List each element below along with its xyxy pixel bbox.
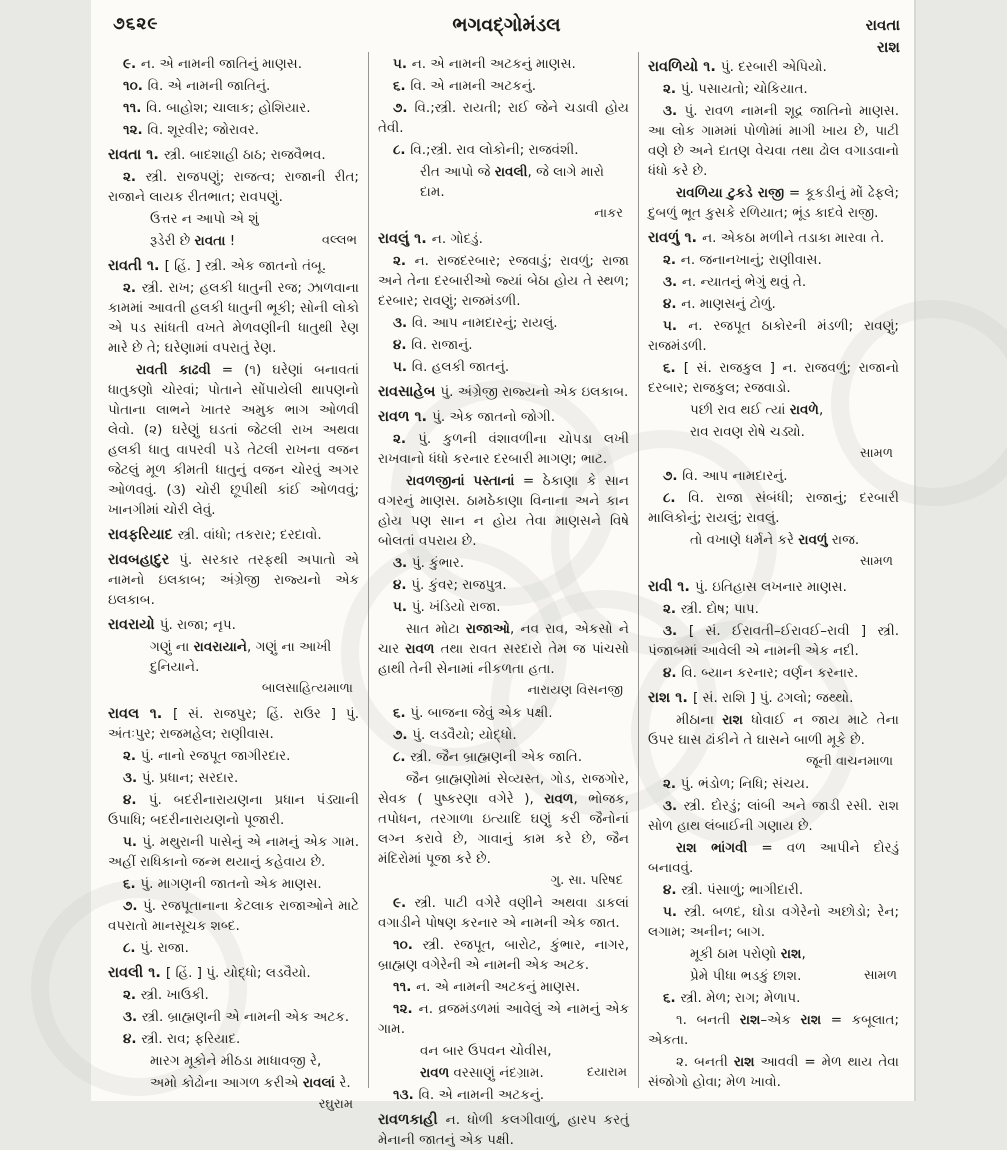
- definition-text: પું. ખંડિયો રાજા.: [411, 599, 501, 615]
- sense-number: ૮.: [393, 749, 411, 765]
- definition-text: ન. એ નામની જાતિનું માણસ.: [140, 56, 302, 72]
- sense-definition: [378, 935, 629, 975]
- sense-number: ૧૧.: [123, 100, 147, 116]
- dictionary-entry: [378, 1110, 629, 1150]
- dictionary-entry: [378, 407, 629, 427]
- headword: રાશ ૧.: [648, 690, 693, 706]
- sense-definition: [108, 985, 359, 1005]
- definition-text: પું. લડવૈયો; યોદ્ધો.: [412, 727, 517, 743]
- sense-definition: [378, 76, 629, 96]
- sense-definition: [108, 768, 359, 788]
- definition-text: પું. કુંભાર.: [411, 555, 465, 571]
- definition-text: ગણું ના રાવરાયાને, ગણું ના આખી દુનિયાને.: [150, 639, 332, 675]
- quote-attribution: વલ્લભ: [321, 233, 357, 248]
- idiom-or-citation: [378, 619, 629, 679]
- definition-text: પછી રાવ થઈ ત્યાં રાવળે,: [690, 402, 824, 418]
- column-1: [99, 52, 368, 1112]
- dictionary-entry: [108, 615, 359, 635]
- verse-quote: [690, 400, 897, 420]
- definition-text: પું. રાવળ નામની શૂદ્ર જાતિનો માણસ. આ લોક ગામમાં પોળોમાં માગી ખાય છે, પાટી વણે છે અને દાતણ વેચવા તથા ઢોલ વગાડવાનો ધંધો કરે છે.: [648, 103, 899, 179]
- sense-definition: [648, 796, 899, 836]
- definition-text: સ્ત્રી. જૈન બ્રાહ્મણની એક જાતિ.: [410, 749, 583, 765]
- definition-text: ન. રજપૂત ઠાકોરની મંડળી; રાવણું; રાજમંડળી.: [648, 318, 899, 354]
- definition-text: રાવળજીનાં પસ્તાનાં = ઠેકાણા કે સાન વગરનું માણસ. ઠામઠેકાણા વિનાના અને કાન હોય પણ સાન ન હોય તેવા માણસને વિષે બોલતાં વપરાય છે.: [378, 473, 629, 549]
- dictionary-entry: [108, 145, 359, 165]
- dictionary-entry: [648, 228, 899, 248]
- verse-quote: [420, 162, 627, 202]
- dictionary-entry: [108, 525, 359, 545]
- quote-attribution: જૂની વાચનમાળા: [806, 754, 893, 769]
- definition-text: [ સં. રાજપુર; હિં. રાઉર ] પું. અંતઃપુર; રાજમહેલ; રાણીવાસ.: [108, 706, 359, 742]
- headword: રાવબહાદુર: [108, 552, 180, 568]
- quote-attribution: સામળ: [859, 446, 893, 461]
- definition-text: પું. માગણની જાતનો એક માણસ.: [140, 876, 322, 892]
- definition-text: પ્રેમે પીધા ભડકું છાશ.: [690, 968, 802, 984]
- verse-quote: [690, 966, 897, 986]
- sense-definition: [108, 938, 359, 958]
- verse-quote: [150, 637, 357, 677]
- sense-number: ૬.: [393, 78, 411, 94]
- verse-quote: [150, 1051, 357, 1071]
- sense-number: ૧૩.: [393, 1087, 419, 1103]
- sense-number: ૨.: [393, 253, 415, 269]
- sense-number: ૧૦.: [123, 78, 148, 94]
- sense-definition: [648, 663, 899, 683]
- definition-text: ન. એ નામની અટકનું માણસ.: [411, 56, 576, 72]
- definition-text: રાવ રાવણ રોષે ચડ્યો.: [690, 424, 805, 440]
- quote-attribution: ગુ. સા. પરિષદ: [550, 873, 623, 888]
- sense-number: ૮.: [393, 142, 411, 158]
- definition-text: રૂડેરી છે રાવતા !: [150, 233, 236, 249]
- sense-definition: [648, 902, 899, 942]
- definition-text: રાશ ભાંગવી = વળ આપીને દોરડું બનાવવું.: [648, 840, 899, 876]
- dictionary-entry: [648, 577, 899, 597]
- definition-text: રાવળ વરસાણું નંદગ્રામ.: [420, 1065, 544, 1081]
- definition-text: પું. રાજા; નૃપ.: [159, 617, 236, 633]
- headword: રાવતા ૧.: [108, 147, 164, 163]
- sense-number: ૨.: [663, 81, 681, 97]
- sense-definition: [378, 313, 629, 333]
- sense-number: ૩.: [393, 555, 412, 571]
- sense-definition: [108, 98, 359, 118]
- sense-number: ૬.: [123, 876, 141, 892]
- definition-text: રાવળિયા ટુકડે રાજી = કૂકડીનું મોં ઢેફલે; દુબળું ભૂત કુસકે રળિયાત; ભૂંડ કાદવે રાજી.: [648, 185, 899, 221]
- sense-definition: [108, 874, 359, 894]
- headword: રાવતી ૧.: [108, 258, 165, 274]
- headword: રાવલું ૧.: [378, 231, 432, 247]
- sense-definition: [648, 316, 899, 356]
- sense-number: ૩.: [663, 798, 684, 814]
- definition-text: સ્ત્રી. દોષ; પાપ.: [680, 601, 759, 617]
- sense-definition: [378, 1085, 629, 1105]
- definition-text: પું. કુળની વંશાવળીના ચોપડા લખી રાખવાનો ધંધો કરનાર દરબારી માગણ; ભાટ.: [378, 431, 629, 467]
- sense-definition: [648, 294, 899, 314]
- headword: રાવી ૧.: [648, 579, 695, 595]
- headword: રાવલ ૧.: [108, 706, 173, 722]
- definition-text: સ્ત્રી. રજપૂત, બારોટ, કુંભાર, નાગર, બ્રાહ્મણ વગેરેની એ નામની એક અટક.: [378, 937, 629, 973]
- dictionary-entry: [648, 688, 899, 708]
- verse-quote: [150, 1073, 357, 1093]
- sense-number: ૧૨.: [393, 1001, 419, 1017]
- sense-number: ૨.: [123, 987, 141, 1003]
- verse-quote: [420, 1063, 627, 1083]
- sense-definition: [108, 120, 359, 140]
- dictionary-entry: [108, 963, 359, 983]
- sense-number: ૯.: [123, 56, 141, 72]
- sense-number: ૩.: [123, 1009, 142, 1025]
- definition-text: ન. ધોળી કલગીવાળું, હારપ કરતું મેનાની જાતનું એક પક્ષી.: [378, 1112, 629, 1148]
- sense-number: ૭.: [123, 898, 143, 914]
- sense-definition: [378, 703, 629, 723]
- definition-text: [ સં. રાજકુલ ] ન. રાજવળું; રાજાનો દરબાર; રાજકુલ; રજવાડો.: [648, 360, 900, 396]
- sense-definition: [648, 488, 899, 528]
- definition-text: પું. એક જાતનો જોગી.: [432, 409, 556, 425]
- sense-number: ૫.: [123, 834, 143, 850]
- sense-number: ૧૧.: [393, 979, 417, 995]
- sense-number: ૭.: [393, 727, 413, 743]
- dictionary-columns: [91, 48, 914, 1148]
- definition-text: પું. બદરીનારાયણના પ્રધાન પંડ્યાની ઉપાધિ; બદરીનારાયણનો પૂજારી.: [108, 792, 359, 828]
- idiom-or-citation: [108, 360, 359, 520]
- idiom-or-citation: [648, 710, 899, 750]
- sense-number: ૯.: [393, 895, 415, 911]
- definition-text: ન. ગોદડું.: [431, 231, 483, 247]
- sense-definition: [648, 250, 899, 270]
- sense-definition: [648, 880, 899, 900]
- sense-definition: [378, 747, 629, 767]
- definition-text: જૈન બ્રાહ્મણોમાં સેવ્યસ્ત, ગોડ, રાજગોર, સેવક ( પુષ્કરણા વગેરે ), રાવળ, ભોજક, તપોધન, તરગાળા ઇત્યાદિ ઘણું કરી જૈનોનાં લગ્ન કરાવે છે, ગાવાનું કામ કરે છે, જૈન મંદિરોમાં પૂજા કરે છે.: [378, 771, 629, 867]
- headword: રાવળિયો ૧.: [648, 59, 721, 75]
- page-number: ૭૬૨૯: [113, 14, 159, 34]
- definition-text: વિ.;સ્ત્રી. રાયતી; રાઈ જેને ચડાવી હોય તેવી.: [378, 100, 629, 136]
- definition-text: ન. માણસનું ટોળું.: [681, 296, 776, 312]
- sense-number: ૭.: [393, 100, 415, 116]
- definition-text: સ્ત્રી. બાદશાહી ઠાઠ; રાજવૈભવ.: [163, 147, 326, 163]
- definition-text: મારગ મૂકોને મીઠડા માધાવજી રે,: [150, 1053, 322, 1069]
- sense-number: ૩.: [663, 274, 682, 290]
- definition-text: ન. એકઠા મળીને તડાકા મારવા તે.: [702, 230, 885, 246]
- sense-definition: [378, 335, 629, 355]
- definition-text: વિ. એ નામની અટકનું.: [418, 1087, 545, 1103]
- definition-text: મૂકી ઠામ પરોણો રાશ,: [690, 946, 806, 962]
- sense-number: ૫.: [663, 904, 685, 920]
- sense-number: ૩.: [663, 623, 689, 639]
- dictionary-entry: [108, 704, 359, 744]
- idiom-or-citation: [648, 183, 899, 223]
- sense-number: ૧૨.: [123, 122, 148, 138]
- definition-text: વિ. શૂરવીર; જોરાવર.: [147, 122, 260, 138]
- sense-number: ૮.: [123, 940, 141, 956]
- definition-text: પું. મથુરાની પાસેનું એ નામનું એક ગામ. અહીં રાધિકાનો જન્મ થયાનું કહેવાય છે.: [108, 834, 359, 870]
- definition-text: પું. રજપૂતાનાના કેટલાક રાજાઓને માટે વપરાતો માનસૂચક શબ્દ.: [108, 898, 359, 934]
- definition-text: સ્ત્રી. દોરડું; લાંબી અને જાડી રસી. રાશ સોળ હાથ લંબાઈની ગણાય છે.: [648, 798, 900, 834]
- dictionary-entry: [378, 382, 629, 402]
- guide-word-last: રાશ: [877, 38, 900, 56]
- sense-number: ૨.: [663, 252, 681, 268]
- sense-definition: [378, 140, 629, 160]
- sense-definition: [108, 167, 359, 207]
- quote-attribution: રઘુરામ: [318, 1097, 353, 1112]
- sense-definition: [378, 575, 629, 595]
- definition-text: [ સં. ઈરાવતી–ઈરાવઈ–રાવી ] સ્ત્રી. પંજાબમાં આવેલી એ નામની એક નદી.: [648, 623, 899, 659]
- definition-text: પું. અંગ્રેજી રાજ્યનો એક ઇલકાબ.: [440, 384, 629, 400]
- definition-text: ન. વ્રજમંડળમાં આવેલું એ નામનું એક ગામ.: [378, 1001, 629, 1037]
- headword: રાવફરિયાદ: [108, 527, 178, 543]
- dictionary-page: [91, 0, 916, 1148]
- column-3: [638, 52, 908, 1088]
- sense-number: ૬.: [663, 990, 681, 1006]
- definition-text: પું. દરબારી એપિયો.: [720, 59, 827, 75]
- sense-definition: [378, 553, 629, 573]
- sense-definition: [108, 790, 359, 830]
- definition-text: ૨. બનતી રાશ આવવી = મેળ થાય તેવા સંજોગો હોવા; મેળ ખાવો.: [648, 1054, 899, 1090]
- sense-definition: [108, 278, 359, 358]
- sense-number: ૨.: [393, 431, 419, 447]
- definition-text: સ્ત્રી. રાખ; હલકી ધાતુની રજ; ઝાળવાના કામમાં આવતી હલકી ધાતુની ભૂકી; સોની લોકો એ પડ સાંધતી વખતે મેળવણીની ધાતુથી રેણ મારે છે તે; ઘરેણામાં વપરાતું રેણ.: [108, 280, 359, 356]
- verse-quote: [690, 530, 897, 550]
- sense-definition: [378, 357, 629, 377]
- column-2: [368, 52, 638, 1148]
- sense-definition: [378, 98, 629, 138]
- definition-text: તો વખાણે ધર્મને કરે રાવળું રાજ.: [690, 532, 860, 548]
- sense-number: ૨.: [123, 280, 142, 296]
- headword: રાવસાહેબ: [378, 384, 441, 400]
- definition-text: પું. બાજના જેવું એક પક્ષી.: [410, 705, 553, 721]
- sense-number: ૪.: [663, 882, 682, 898]
- sense-number: ૬.: [663, 360, 684, 376]
- sense-number: ૫.: [393, 56, 412, 72]
- idiom-or-citation: [378, 769, 629, 869]
- headword: રાવલી ૧.: [108, 965, 166, 981]
- sense-number: ૪.: [663, 665, 682, 681]
- definition-text: વન બાર ઉપવન ચોવીસ,: [420, 1043, 552, 1059]
- definition-text: સાત મોટા રાજાઓ, નવ રાવ, એકસો ને ચાર રાવળ તથા રાવત સરદારો તેમ જ પાંચસો હાથી તેની સેનામાં નીકળતા હતા.: [378, 621, 629, 677]
- sense-number: ૨.: [123, 748, 141, 764]
- sense-definition: [378, 893, 629, 933]
- dictionary-entry: [648, 57, 899, 77]
- definition-text: વિ.;સ્ત્રી. રાવ લોકોની; રાજવંશી.: [410, 142, 579, 158]
- dictionary-entry: [378, 229, 629, 249]
- sense-definition: [378, 999, 629, 1039]
- sense-definition: [378, 429, 629, 469]
- sense-definition: [108, 1007, 359, 1027]
- definition-text: સ્ત્રી. રાવ; ફરિયાદ.: [141, 1031, 241, 1047]
- sense-definition: [378, 251, 629, 311]
- definition-text: રીત આપો જે રાવલી, જે લાગે મારો દામ.: [420, 164, 605, 200]
- sense-number: ૪.: [123, 792, 149, 808]
- sense-number: ૬.: [393, 705, 411, 721]
- headword: રાવળકાહી: [378, 1112, 446, 1128]
- headword: રાવળું ૧.: [648, 230, 703, 246]
- definition-text: સ્ત્રી. બ્રાહ્મણની એ નામની એક અટક.: [141, 1009, 350, 1025]
- definition-text: રાવતી કાઢવી = (૧) ઘરેણાં બનાવતાં ધાતુકણો ચોરવાં; પોતાને સોંપાયેલી થાપણનો પોતાના લાભને ખાતર અમુક ભાગ ઓળવી લેવો. (૨) ઘરેણું ઘડતાં જેટલી રાખ અથવા હલકી ધાતુ વાપરવી પડે તેટલી રાખના વજન જેટલું મૂળ કીમતી ધાતુનું વજન ચોરવું અગર ઓળવવું. (૩) ચોરી છૂપીથી કાંઈ ઓળવવું; ખાનગીમાં ચોરી લેવું.: [108, 362, 359, 518]
- definition-text: અમો કોઢોના આગળ કરીએ રાવલાં રે.: [150, 1075, 351, 1091]
- definition-text: પું. રાજા.: [140, 940, 189, 956]
- sense-number: ૪.: [123, 1031, 142, 1047]
- verse-quote: [150, 209, 357, 229]
- sense-number: ૧૦.: [393, 937, 423, 953]
- sense-number: ૨.: [663, 601, 681, 617]
- definition-text: વિ. આપ નામદારનું; રાયલું.: [411, 315, 558, 331]
- definition-text: વિ. એ નામની જાતિનું.: [147, 78, 271, 94]
- quote-attribution: દયારામ: [586, 1065, 627, 1080]
- sense-definition: [378, 725, 629, 745]
- idiom-or-citation: [648, 1052, 899, 1092]
- idiom-or-citation: [378, 471, 629, 551]
- definition-text: વિ. રાજાનું.: [411, 337, 473, 353]
- sense-definition: [648, 466, 899, 486]
- sense-definition: [108, 832, 359, 872]
- sense-definition: [108, 896, 359, 936]
- headword: રાવળ ૧.: [378, 409, 433, 425]
- definition-text: મીઠાના રાશ ધોવાઈ ન જાય માટે તેના ઉપર ઘાસ ઢાંકીને તે ઘાસને બાળી મૂકે છે.: [648, 712, 899, 748]
- definition-text: વિ. એ નામની અટકનું.: [410, 78, 537, 94]
- sense-definition: [108, 1029, 359, 1049]
- sense-definition: [648, 774, 899, 794]
- definition-text: પું. કુંવર; રાજપુત્ર.: [411, 577, 507, 593]
- quote-attribution: નાકર: [594, 206, 623, 221]
- definition-text: ૧. બનતી રાશ–એક રાશ = કબૂલાત; એકતા.: [648, 1012, 899, 1048]
- definition-text: પું. પસાયતો; ચોકિયાત.: [680, 81, 808, 97]
- verse-quote: [150, 231, 357, 251]
- definition-text: સ્ત્રી. ખાઉકી.: [140, 987, 209, 1003]
- sense-number: ૭.: [663, 468, 683, 484]
- idiom-or-citation: [648, 1010, 899, 1050]
- sense-number: ૫.: [393, 599, 412, 615]
- sense-number: ૫.: [393, 359, 412, 375]
- quote-attribution: સામળ: [863, 968, 897, 983]
- idiom-or-citation: [648, 838, 899, 878]
- sense-definition: [648, 101, 899, 181]
- quote-attribution: નારાયણ વિસનજી: [527, 683, 623, 698]
- definition-text: ન. જનાનખાનું; રાણીવાસ.: [680, 252, 822, 268]
- sense-definition: [648, 358, 899, 398]
- quote-attribution: બાલસાહિત્યમાળા: [261, 681, 353, 696]
- sense-number: ૩.: [123, 770, 142, 786]
- definition-text: સ્ત્રી. પાટી વગેરે વણીને અથવા ડાકલાં વગાડીને પોષણ કરનાર એ નામની એક જાત.: [378, 895, 629, 931]
- definition-text: ઉત્તર ન આપો એ શું: [150, 211, 259, 227]
- definition-text: વિ. બાહોશ; ચાલાક; હોશિયાર.: [146, 100, 311, 116]
- definition-text: સ્ત્રી. વાંધો; તકરાર; દરદાવો.: [177, 527, 322, 543]
- definition-text: સ્ત્રી. પંસાળું; ભાગીદારી.: [681, 882, 804, 898]
- verse-quote: [690, 422, 897, 442]
- quote-attribution: સામળ: [859, 554, 893, 569]
- definition-text: ન. રાજદરબાર; રજવાડું; રાવળું; રાજા અને તેના દરબારીઓ જ્યાં બેઠા હોય તે સ્થળ; દરબાર; રાવણું; રાજમંડળી.: [378, 253, 629, 309]
- definition-text: ન. એ નામની અટકનું માણસ.: [416, 979, 581, 995]
- definition-text: પું. પ્રધાન; સરદાર.: [141, 770, 239, 786]
- sense-definition: [378, 54, 629, 74]
- sense-number: ૪.: [393, 577, 412, 593]
- sense-number: ૪.: [663, 296, 682, 312]
- definition-text: પું. સરકાર તરફથી અપાતો એ નામનો ઇલકાબ; અંગ્રેજી રાજ્યનો એક ઇલકાબ.: [108, 552, 359, 608]
- sense-definition: [108, 746, 359, 766]
- sense-number: ૩.: [663, 103, 685, 119]
- definition-text: વિ. બ્યાન કરનાર; વર્ણન કરનાર.: [681, 665, 859, 681]
- definition-text: સ્ત્રી. રાજપણું; રાજત્વ; રાજાની રીત; રાજાને લાયક રીતભાત; રાવપણું.: [108, 169, 359, 205]
- sense-definition: [648, 988, 899, 1008]
- definition-text: પું. ઇતિહાસ લખનાર માણસ.: [694, 579, 847, 595]
- sense-definition: [378, 977, 629, 997]
- sense-definition: [108, 54, 359, 74]
- verse-quote: [690, 944, 897, 964]
- dictionary-entry: [108, 550, 359, 610]
- definition-text: પું. નાનો રજપૂત જાગીરદાર.: [140, 748, 291, 764]
- sense-number: ૨.: [663, 776, 681, 792]
- sense-definition: [648, 599, 899, 619]
- definition-text: વિ. હલકી જાતનું.: [411, 359, 510, 375]
- sense-number: ૩.: [393, 315, 412, 331]
- definition-text: [ હિં. ] પું. યોદ્ધો; લડવૈયો.: [165, 965, 311, 981]
- definition-text: વિ. રાજા સંબંધી; રાજાનું; દરબારી માલિકોનું; રાયલું; રાવલું.: [648, 490, 899, 526]
- definition-text: સ્ત્રી. બળદ, ઘોડા વગેરેનો અછોડો; રેન; લગામ; અનીન; બાગ.: [648, 904, 899, 940]
- sense-number: ૪.: [393, 337, 412, 353]
- sense-definition: [648, 79, 899, 99]
- definition-text: પું. ભંડોળ; નિધિ; સંચય.: [680, 776, 810, 792]
- sense-definition: [378, 597, 629, 617]
- guide-word-first: રાવતા: [865, 16, 900, 34]
- sense-definition: [648, 621, 899, 661]
- sense-definition: [108, 76, 359, 96]
- verse-quote: [420, 1041, 627, 1061]
- sense-number: ૮.: [663, 490, 689, 506]
- sense-definition: [648, 272, 899, 292]
- page-title: ભગવદ્ગોમંડલ: [452, 14, 561, 36]
- definition-text: સ્ત્રી. મેળ; રાગ; મેળાપ.: [680, 990, 801, 1006]
- definition-text: [ સં. રાશિ ] પું. ઢગલો; જથ્થો.: [692, 690, 854, 706]
- sense-number: ૨.: [123, 169, 146, 185]
- page-header: [91, 0, 914, 56]
- sense-number: ૫.: [663, 318, 689, 334]
- definition-text: વિ. આપ નામદારનું.: [682, 468, 788, 484]
- definition-text: [ હિં. ] સ્ત્રી. એક જાતનો તંબૂ.: [164, 258, 327, 274]
- definition-text: ન. ન્યાતનું ભેગું થવું તે.: [681, 274, 807, 290]
- headword: રાવરાયો: [108, 617, 160, 633]
- dictionary-entry: [108, 256, 359, 276]
